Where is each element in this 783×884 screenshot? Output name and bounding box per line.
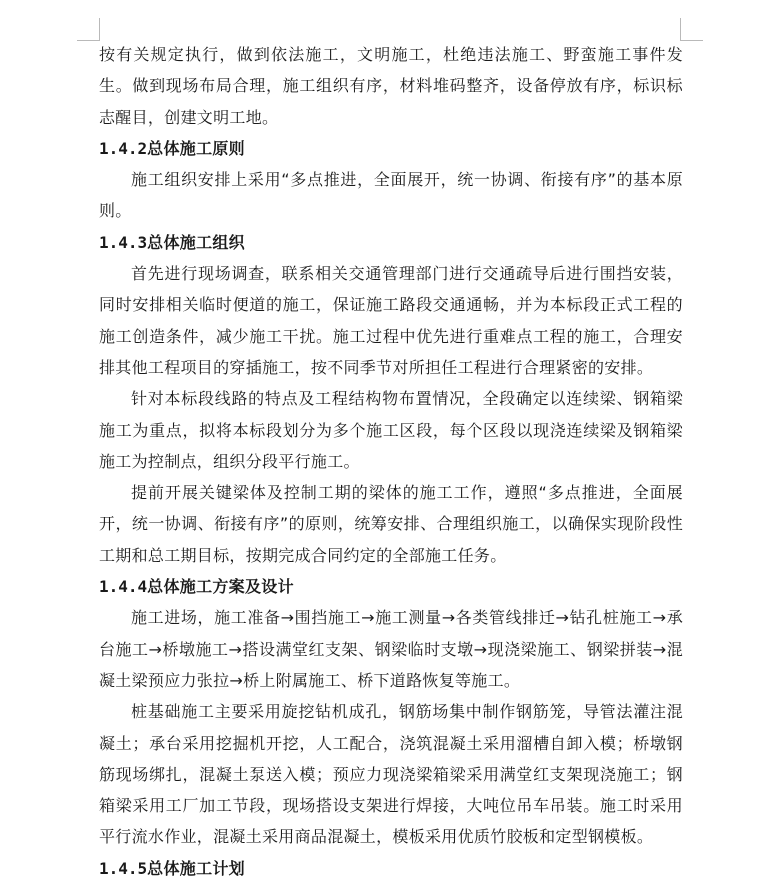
section-number: 1.4.5 [99, 858, 148, 878]
section-title: 总体施工计划 [147, 858, 245, 878]
section-title: 总体施工原则 [147, 138, 245, 158]
section-title: 总体施工组织 [147, 232, 245, 252]
section-heading [99, 227, 683, 258]
body-paragraph: 桩基础施工主要采用旋挖钻机成孔，钢筋场集中制作钢筋笼，导管法灌注混凝土；承台采用挖掘机开挖，人工配合，浇筑混凝土采用溜槽自卸入模；桥墩钢筋现场绑扎，混凝土泵送入模；预应力现浇梁箱梁采用满堂红支架现浇施工；钢箱梁采用工厂加工节段，现场搭设支架进行焊接，大吨位吊车吊装。施工时采用平行流水作业，混凝土采用商品混凝土，模板采用优质竹胶板和定型钢模板。 [99, 702, 683, 847]
intro-paragraph: 按有关规定执行，做到依法施工，文明施工，杜绝违法施工、野蛮施工事件发生。做到现场布局合理，施工组织有序，材料堆码整齐，设备停放有序，标识标志醒目，创建文明工地。 [99, 45, 683, 127]
section-number: 1.4.2 [99, 138, 148, 158]
document-body [99, 39, 683, 884]
crop-mark-top-left [77, 18, 100, 41]
body-paragraph: 施工进场，施工准备→围挡施工→施工测量→各类管线排迁→钻孔桩施工→承台施工→桥墩施工→搭设满堂红支架、钢梁临时支墩→现浇梁施工、钢梁拼装→混凝土梁预应力张拉→桥上附属施工、桥下道路恢复等施工。 [99, 608, 683, 690]
body-paragraph: 首先进行现场调查，联系相关交通管理部门进行交通疏导后进行围挡安装，同时安排相关临时便道的施工，保证施工路段交通通畅，并为本标段正式工程的施工创造条件，减少施工干扰。施工过程中优先进行重难点工程的施工，合理安排其他工程项目的穿插施工，按不同季节对所担任工程进行合理紧密的安排。 [99, 264, 683, 377]
section-number: 1.4.4 [99, 577, 148, 597]
section-number: 1.4.3 [99, 232, 148, 252]
crop-mark-top-right [680, 18, 703, 41]
section-heading [99, 133, 683, 164]
body-paragraph: 施工组织安排上采用“多点推进，全面展开，统一协调、衔接有序”的基本原则。 [99, 170, 683, 221]
section-heading [99, 853, 683, 884]
body-paragraph: 针对本标段线路的特点及工程结构物布置情况，全段确定以连续梁、钢箱梁施工为重点，拟将本标段划分为多个施工区段，每个区段以现浇连续梁及钢箱梁施工为控制点，组织分段平行施工。 [99, 389, 683, 471]
body-paragraph: 提前开展关键梁体及控制工期的梁体的施工工作，遵照“多点推进，全面展开，统一协调、衔接有序”的原则，统筹安排、合理组织施工，以确保实现阶段性工期和总工期目标，按期完成合同约定的全部施工任务。 [99, 483, 683, 565]
section-title: 总体施工方案及设计 [147, 577, 294, 597]
section-heading [99, 571, 683, 602]
